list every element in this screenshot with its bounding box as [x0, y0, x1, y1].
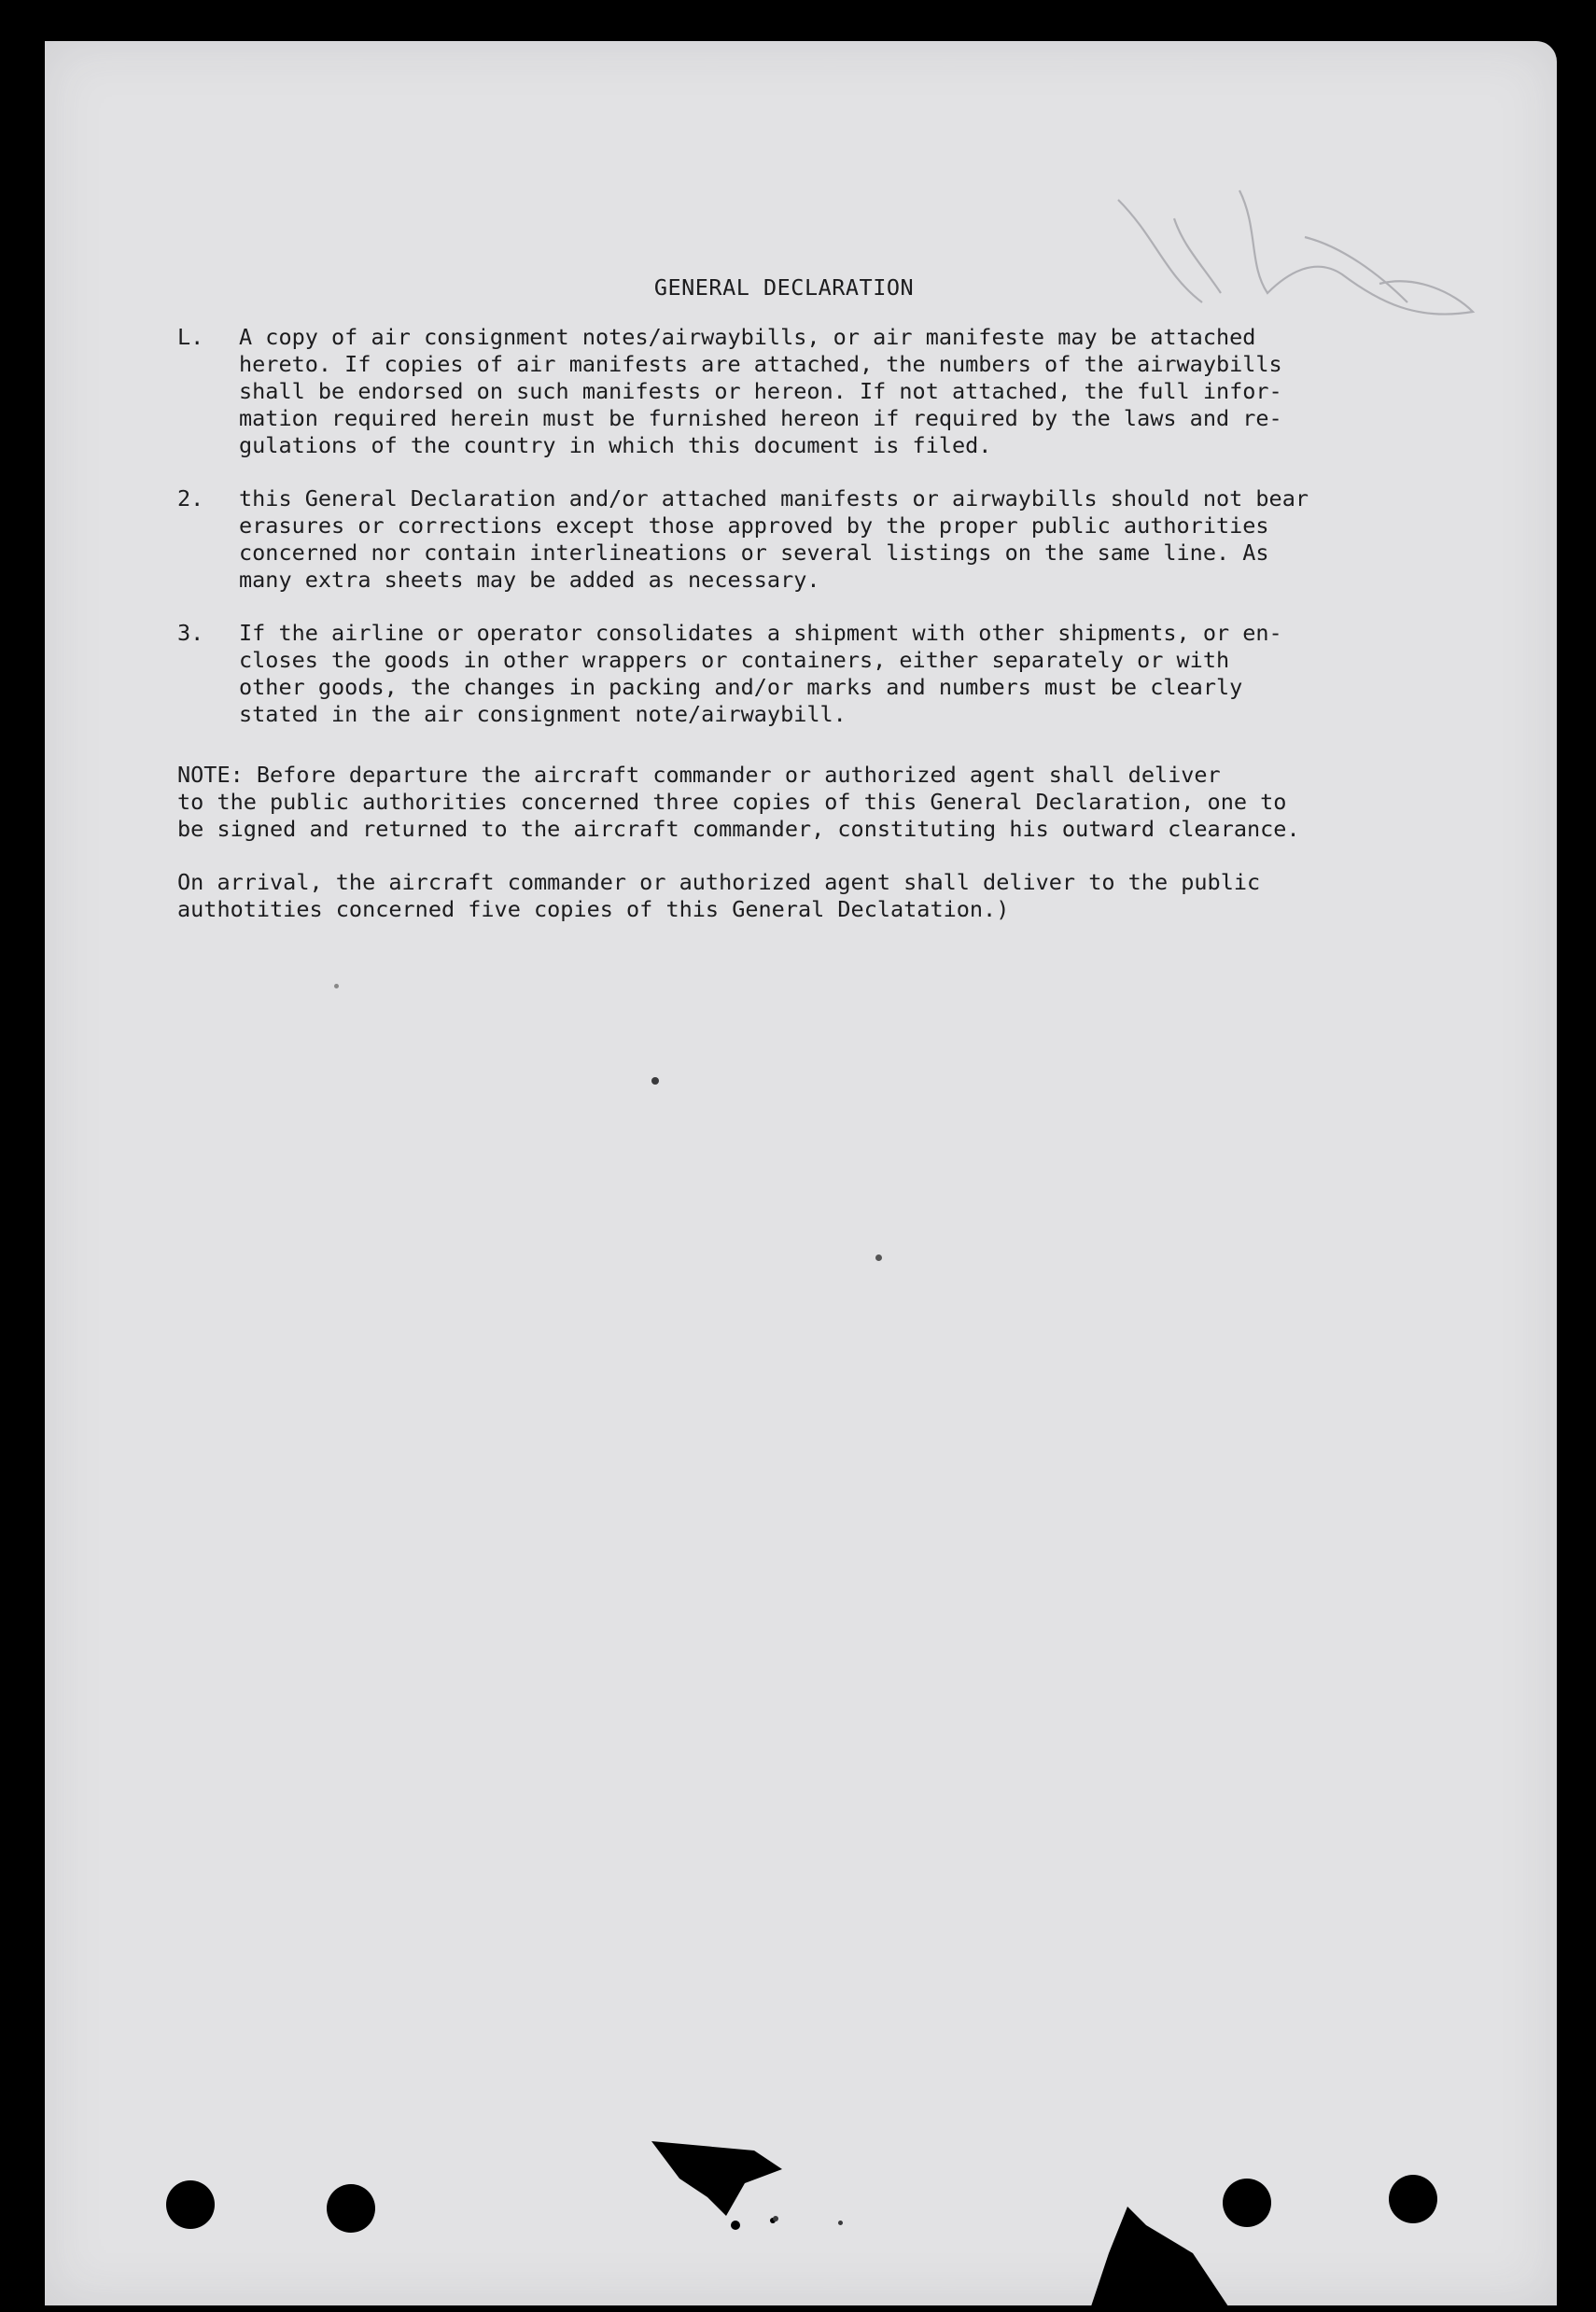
item-text: If the airline or operator consolidates a shipment with other shipments, or en- closes the goods in other wrappers or containers, either separately or with other goods, the changes in packing and/or marks and numbers must be clearly stated in the air consignment note/airwaybill. [239, 620, 1282, 727]
list-item [177, 324, 1503, 459]
list-item [177, 485, 1503, 594]
item-number: 2. [177, 485, 204, 511]
speck [773, 2216, 778, 2221]
departure-note: NOTE: Before departure the aircraft commander or authorized agent shall deliver to the public authorities concerned three copies of this General Declaration, one to be signed and returned to the aircraft commander, constituting his outward clearance. [177, 762, 1300, 842]
punch-hole [1389, 2175, 1437, 2223]
tear-mark-icon [642, 2132, 810, 2244]
tear-mark-icon [1071, 2197, 1239, 2305]
item-text: A copy of air consignment notes/airwaybills, or air manifeste may be attached hereto. If copies of air manifests are attached, the numbers of the airwaybills shall be endorsed on such manifests or hereon. If not attached, the full infor- mation required herein must be furnished hereon if required by the laws and re- gulations of the country in which this document is filed. [239, 324, 1282, 458]
document-page [45, 41, 1557, 2305]
declaration-body [177, 274, 1503, 923]
item-number: 3. [177, 620, 204, 646]
item-text: this General Declaration and/or attached manifests or airwaybills should not bear erasures or corrections except those approved by the proper public authorities concerned nor contain interlineations or several listings on the same line. As many extra sheets may be added as necessary. [239, 485, 1309, 593]
arrival-note: On arrival, the aircraft commander or authorized agent shall deliver to the public authotities concerned five copies of this General Declatation.) [177, 869, 1261, 922]
speck [651, 1077, 659, 1085]
list-item [177, 620, 1503, 728]
speck [334, 984, 339, 988]
speck [838, 2221, 843, 2225]
document-title: GENERAL DECLARATION [653, 274, 915, 301]
punch-hole [327, 2184, 375, 2233]
speck [875, 1254, 882, 1261]
item-number: L. [177, 324, 204, 350]
punch-hole [166, 2180, 215, 2229]
